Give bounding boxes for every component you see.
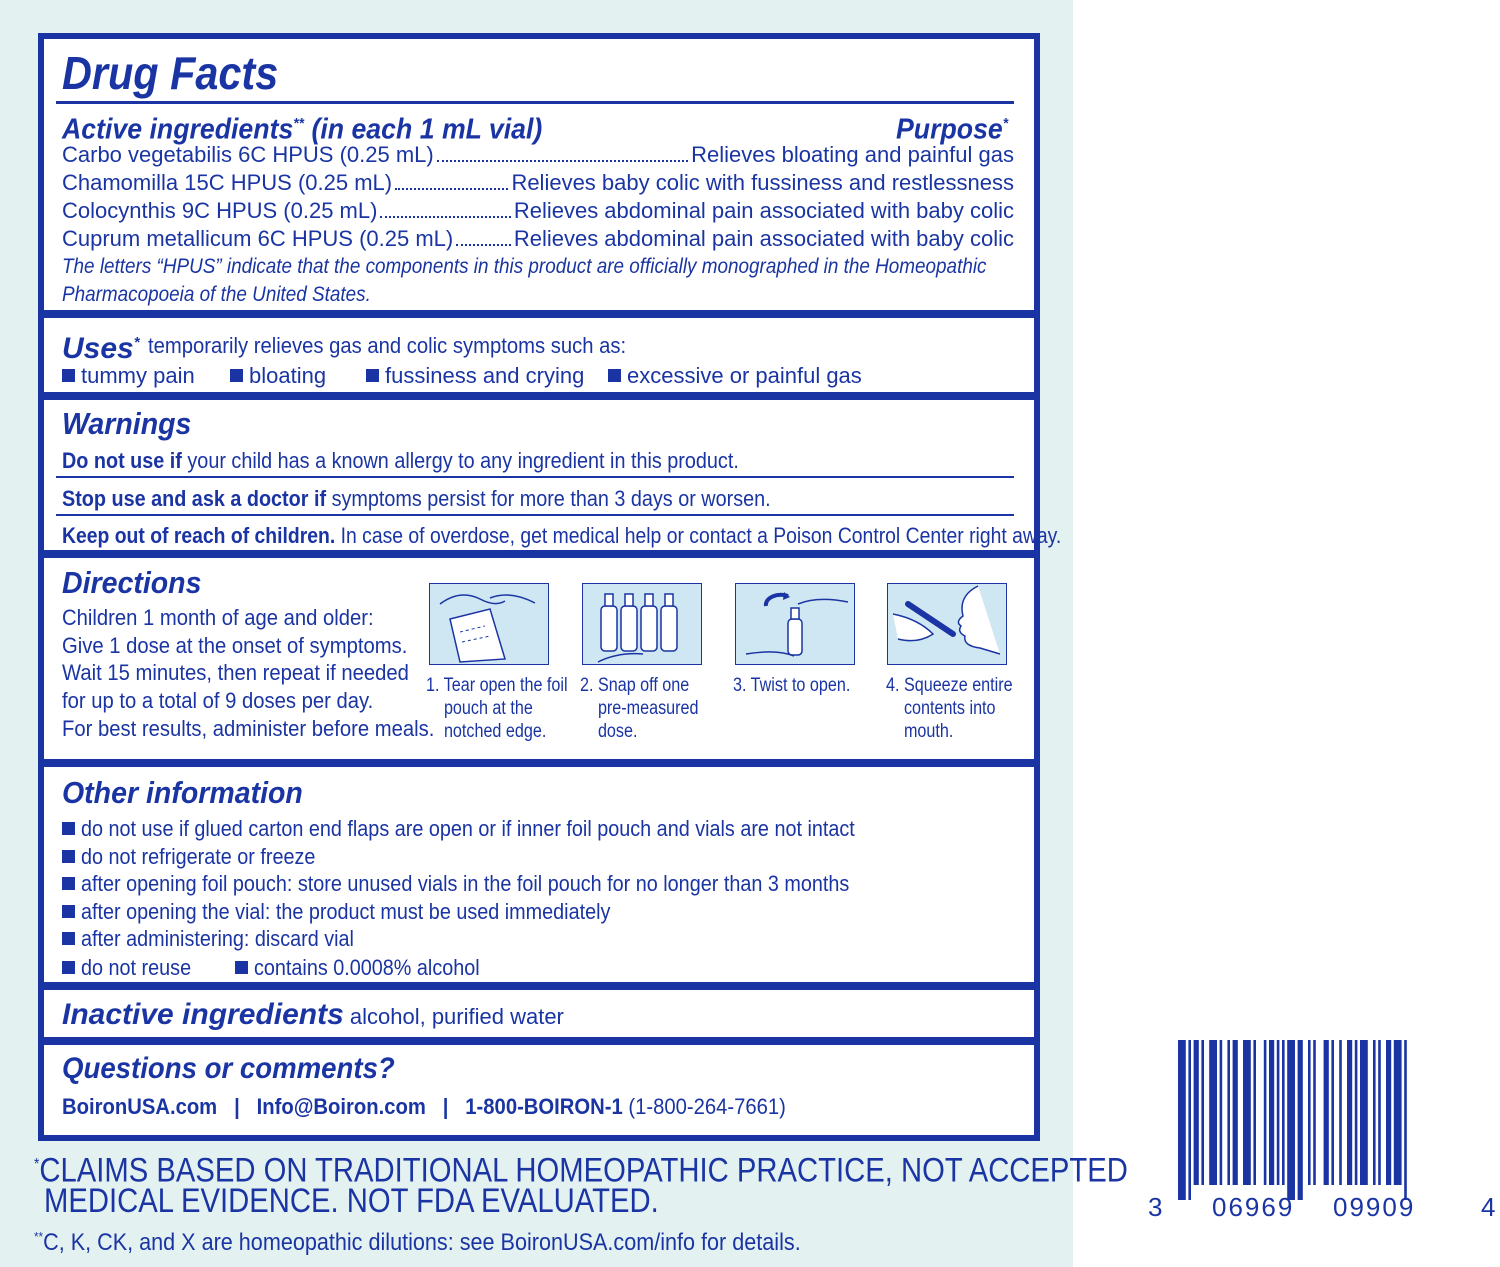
- step-caption: 4. Squeeze entire contents into mouth.: [886, 675, 1013, 742]
- directions-line: Give 1 dose at the onset of symptoms.: [62, 633, 408, 658]
- directions-heading: Directions: [62, 565, 202, 600]
- barcode-image: [1178, 1040, 1488, 1200]
- directions-line: for up to a total of 9 doses per day.: [62, 688, 374, 713]
- uses-item: tummy pain: [62, 362, 195, 390]
- uses-item: excessive or painful gas: [608, 362, 862, 390]
- warning-keep-out: Keep out of reach of children. In case of overdose, get medical help or contact a Poison Control Center right away.: [62, 523, 1062, 548]
- ingredient-row: Carbo vegetabilis 6C HPUS (0.25 mL) Relieves bloating and painful gas: [62, 142, 1014, 167]
- barcode-digits-group1: 06969: [1212, 1192, 1295, 1222]
- other-item: do not use if glued carton end flaps are open or if inner foil pouch and vials are not intact: [62, 815, 941, 843]
- bullet-square-icon: [62, 961, 75, 974]
- warnings-heading: Warnings: [62, 406, 192, 441]
- ingredient-row: Chamomilla 15C HPUS (0.25 mL) Relieves baby colic with fussiness and restlessness: [62, 170, 1014, 195]
- other-information-heading: Other information: [62, 775, 303, 810]
- hpus-note: The letters “HPUS” indicate that the components in this product are officially monographed in the Homeopathic: [62, 255, 987, 278]
- other-item: after administering: discard vial: [62, 925, 384, 953]
- active-ingredients-heading: Active ingredients** (in each 1 mL vial): [62, 113, 543, 146]
- directions-line: For best results, administer before meals.: [62, 716, 435, 741]
- ingredient-row: Colocynthis 9C HPUS (0.25 mL) Relieves abdominal pain associated with baby colic: [62, 198, 1014, 223]
- bullet-square-icon: [62, 905, 75, 918]
- bullet-square-icon: [62, 850, 75, 863]
- uses-heading: Uses*: [62, 332, 140, 365]
- uses-item: bloating: [230, 362, 326, 390]
- purpose-heading: Purpose*: [896, 113, 1009, 146]
- other-item: do not reuse: [62, 954, 203, 982]
- title-divider: [56, 101, 1014, 104]
- step4-squeeze-mouth-illustration: [887, 583, 1007, 665]
- contact-line: BoironUSA.com | Info@Boiron.com | 1-800-BOIRON-1 (1-800-264-7661): [62, 1094, 786, 1119]
- claims-disclaimer-line2: MEDICAL EVIDENCE. NOT FDA EVALUATED.: [44, 1182, 659, 1220]
- warning-divider: [56, 476, 1014, 478]
- other-item: after opening foil pouch: store unused vials in the foil pouch for no longer than 3 months: [62, 870, 935, 898]
- step-caption: 2. Snap off one pre-measured dose.: [580, 675, 699, 742]
- barcode-digit-left: 3: [1148, 1192, 1163, 1222]
- directions-line: Wait 15 minutes, then repeat if needed: [62, 660, 409, 685]
- drug-facts-title: Drug Facts: [62, 47, 279, 99]
- bullet-square-icon: [366, 369, 379, 382]
- section-divider: [38, 550, 1040, 558]
- other-item: after opening the vial: the product must be used immediately: [62, 898, 669, 926]
- website-link[interactable]: BoironUSA.com: [62, 1094, 218, 1119]
- questions-heading: Questions or comments?: [62, 1052, 395, 1085]
- bullet-square-icon: [230, 369, 243, 382]
- bullet-square-icon: [62, 877, 75, 890]
- email-link[interactable]: Info@Boiron.com: [256, 1094, 426, 1119]
- barcode-digits-group2: 09909: [1333, 1192, 1416, 1222]
- section-divider: [38, 982, 1040, 990]
- bullet-square-icon: [62, 932, 75, 945]
- phone-number-alt: (1-800-264-7661): [628, 1094, 786, 1119]
- bullet-square-icon: [62, 822, 75, 835]
- other-item: contains 0.0008% alcohol: [235, 954, 505, 982]
- bullet-square-icon: [235, 961, 248, 974]
- phone-number: 1-800-BOIRON-1: [465, 1094, 623, 1119]
- section-divider: [38, 310, 1040, 318]
- bullet-square-icon: [62, 369, 75, 382]
- step-caption: 1. Tear open the foil pouch at the notched edge.: [426, 675, 568, 742]
- step1-tear-foil-illustration: [429, 583, 549, 665]
- section-divider: [38, 1037, 1040, 1045]
- section-divider: [38, 759, 1040, 767]
- step3-twist-open-illustration: [735, 583, 855, 665]
- step-caption: 3. Twist to open.: [733, 675, 851, 696]
- claims-disclaimer: *CLAIMS BASED ON TRADITIONAL HOMEOPATHIC PRACTICE, NOT ACCEPTED: [34, 1151, 1128, 1190]
- warning-divider: [56, 514, 1014, 516]
- ingredient-row: Cuprum metallicum 6C HPUS (0.25 mL) Relieves abdominal pain associated with baby colic: [62, 226, 1014, 251]
- bullet-square-icon: [608, 369, 621, 382]
- uses-item: fussiness and crying: [366, 362, 584, 390]
- dilutions-note: **C, K, CK, and X are homeopathic dilutions: see BoironUSA.com/info for details.: [34, 1229, 801, 1256]
- inactive-ingredients: Inactive ingredients alcohol, purified water: [62, 998, 564, 1031]
- warning-stop-use: Stop use and ask a doctor if symptoms persist for more than 3 days or worsen.: [62, 486, 771, 511]
- directions-line: Children 1 month of age and older:: [62, 605, 374, 630]
- uses-intro: temporarily relieves gas and colic symptoms such as:: [148, 333, 627, 358]
- hpus-note-line2: Pharmacopoeia of the United States.: [62, 283, 371, 306]
- section-divider: [38, 392, 1040, 400]
- step2-snap-dose-illustration: [582, 583, 702, 665]
- other-item: do not refrigerate or freeze: [62, 843, 341, 871]
- barcode-digit-right: 4: [1481, 1192, 1496, 1222]
- warning-do-not-use: Do not use if your child has a known allergy to any ingredient in this product.: [62, 448, 739, 473]
